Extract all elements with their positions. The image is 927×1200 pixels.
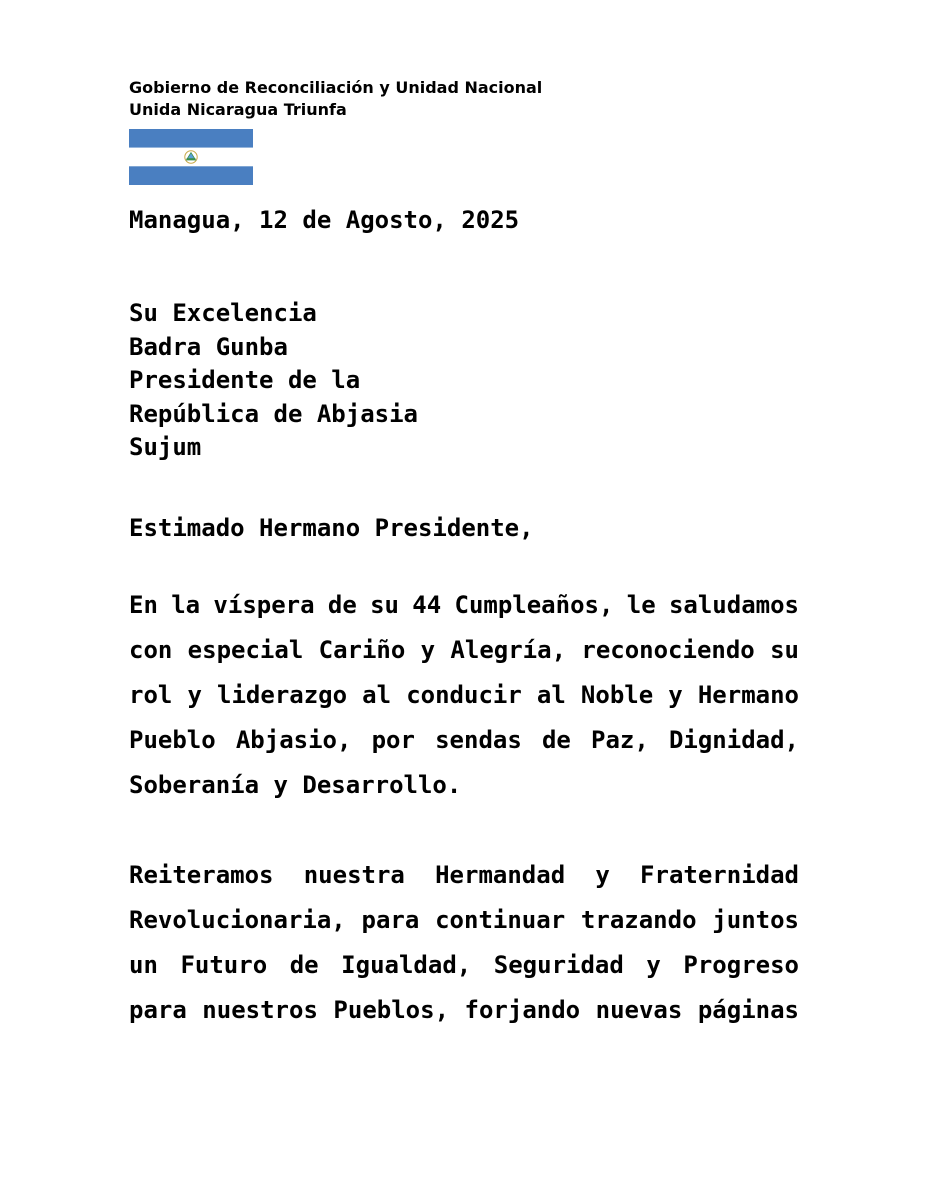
paragraph-line: En la víspera de su 44 Cumpleaños, le saludamos [129,591,799,619]
paragraph-line: Soberanía y Desarrollo. [129,771,462,800]
paragraph-line: con especial Cariño y Alegría, reconociendo su [129,636,799,665]
paragraph-line: Pueblo Abjasio, por sendas de Paz, Dignidad, [129,726,799,755]
letter-date: Managua, 12 de Agosto, 2025 [129,206,520,234]
recipient-line: Badra Gunba [129,332,288,361]
government-name: Gobierno de Reconciliación y Unidad Nacional [129,78,543,97]
paragraph-line: Reiteramos nuestra Hermandad y Fraternidad [129,861,799,889]
paragraph-line: para nuestros Pueblos, forjando nuevas páginas [129,996,799,1025]
paragraph-line: Revolucionaria, para continuar trazando juntos [129,906,799,935]
body-paragraph [129,590,799,815]
paragraph-line: un Futuro de Igualdad, Seguridad y Progreso [129,951,799,980]
paragraph-line: rol y liderazgo al conducir al Noble y Hermano [129,681,799,710]
recipient-line: Su Excelencia [129,299,317,327]
government-slogan: Unida Nicaragua Triunfa [129,100,347,119]
recipient-block [129,298,418,466]
recipient-line: República de Abjasia [129,399,418,428]
salutation: Estimado Hermano Presidente, [129,514,534,542]
nicaragua-flag-icon [129,129,253,185]
recipient-line: Presidente de la [129,366,361,394]
recipient-line: Sujum [129,433,202,461]
body-paragraph [129,860,799,1040]
